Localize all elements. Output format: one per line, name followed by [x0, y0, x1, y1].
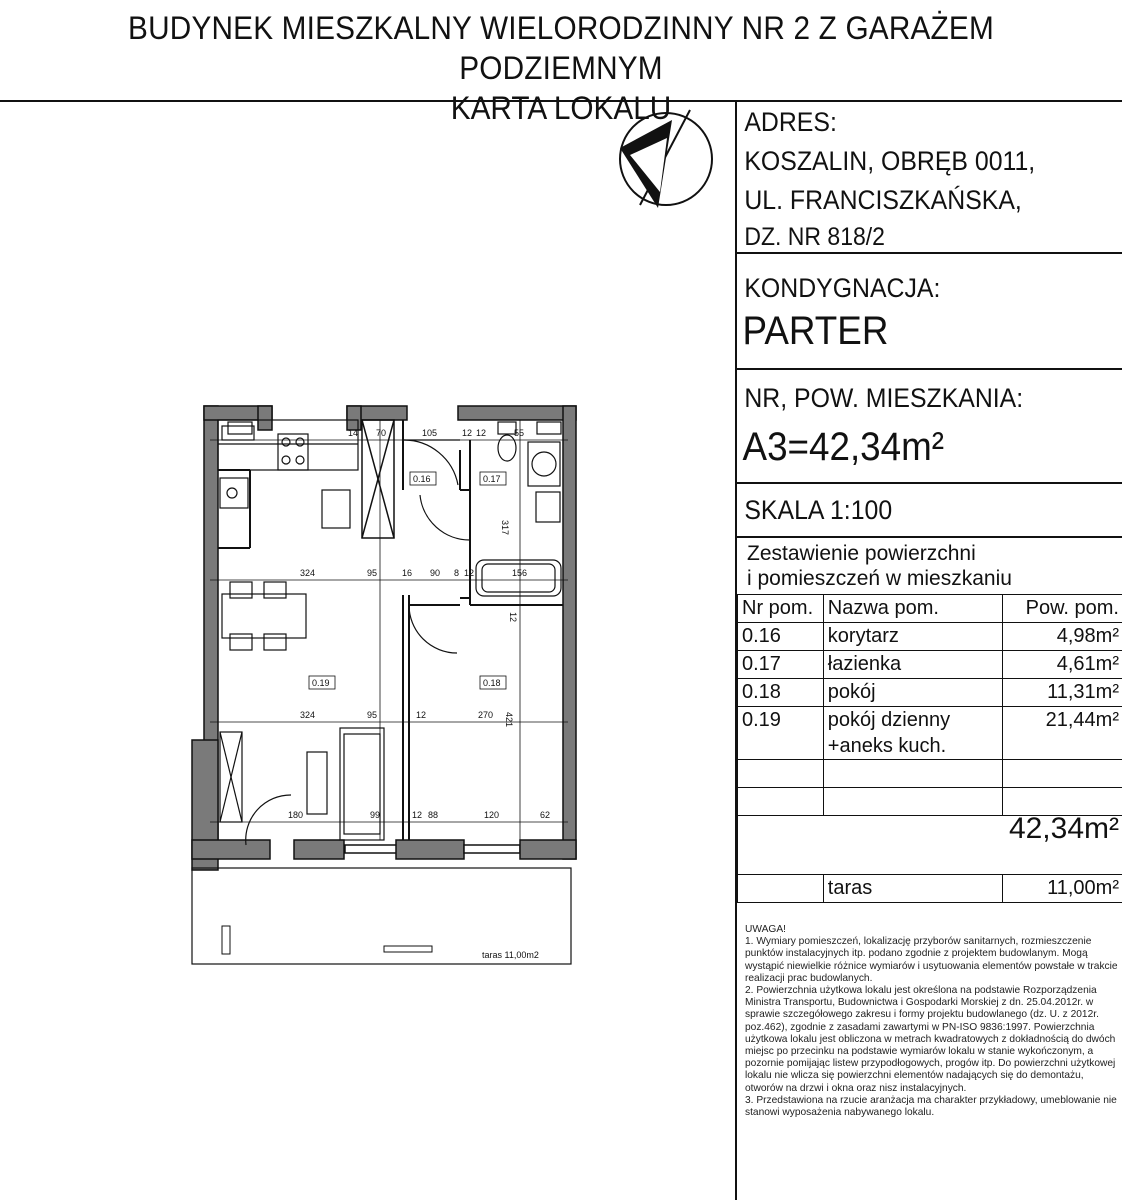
floor-section — [737, 254, 1122, 370]
terrace-label: taras 11,00m2 — [482, 950, 539, 960]
living-furniture — [220, 728, 384, 840]
address-line-3: DZ. NR 818/2 — [744, 223, 885, 251]
svg-text:156: 156 — [512, 568, 528, 578]
svg-text:421: 421 — [504, 712, 514, 728]
svg-text:95: 95 — [367, 568, 378, 578]
svg-text:70: 70 — [376, 428, 387, 438]
table-terrace-row: taras 11,00m² — [738, 875, 1122, 903]
table-row: 0.18 pokój 11,31m² — [738, 679, 1122, 707]
notes — [737, 918, 1122, 1200]
summary-title: Zestawienie powierzchni i pomieszczeń w mieszkaniu — [737, 538, 1122, 595]
table-total-row: 42,34m² — [738, 816, 1122, 875]
document-subtitle: KARTA LOKALU — [450, 90, 672, 126]
svg-text:324: 324 — [300, 568, 316, 578]
svg-text:180: 180 — [288, 810, 304, 820]
apartment-label: NR, POW. MIESZKANIA: — [744, 383, 1024, 413]
table-row: 0.17 łazienka 4,61m² — [738, 651, 1122, 679]
table-row-empty — [738, 760, 1122, 788]
room-tag-0.17: 0.17 — [483, 474, 501, 484]
svg-text:12: 12 — [464, 568, 475, 578]
address-label: ADRES: — [744, 107, 837, 137]
table-row: 0.16 korytarz 4,98m² — [738, 623, 1122, 651]
svg-text:95: 95 — [367, 710, 378, 720]
svg-text:12: 12 — [508, 612, 518, 623]
room-tag-0.18: 0.18 — [483, 678, 501, 688]
room-tag-0.19: 0.19 — [312, 678, 330, 688]
svg-text:12: 12 — [416, 710, 427, 720]
svg-text:62: 62 — [540, 810, 551, 820]
notes-title: UWAGA! — [745, 924, 786, 935]
note-1: 1. Wymiary pomieszczeń, lokalizację przyborów sanitarnych, rozmieszczenie punktów instalacyjnych itp. podano zgodnie z projektem budowlanym. Mogą wystąpić niewielkie różnice wymiarów i usytuowania elementów powstałe w trakcie realizacji prac budowlanych. — [745, 936, 1118, 984]
svg-text:105: 105 — [422, 428, 438, 438]
svg-text:88: 88 — [428, 810, 439, 820]
info-panel — [735, 100, 1122, 1200]
svg-text:120: 120 — [484, 810, 500, 820]
svg-text:99: 99 — [370, 810, 381, 820]
document-title: BUDYNEK MIESZKALNY WIELORODZINNY NR 2 Z GARAŻEM PODZIEMNYM — [128, 10, 994, 86]
scale-section — [737, 484, 1122, 538]
terrace — [192, 868, 571, 964]
kitchen-fixtures — [218, 420, 358, 528]
rooms-table-wrap — [737, 594, 1122, 899]
svg-text:55: 55 — [514, 428, 525, 438]
svg-text:324: 324 — [300, 710, 316, 720]
floor-label: KONDYGNACJA: — [744, 273, 941, 303]
floor-value: PARTER — [742, 309, 889, 353]
svg-text:270: 270 — [478, 710, 494, 720]
rooms-table — [737, 594, 1122, 903]
address-section — [737, 100, 1122, 254]
svg-text:8: 8 — [454, 568, 460, 578]
svg-text:12: 12 — [412, 810, 423, 820]
floor-plan — [0, 100, 735, 1200]
partitions — [218, 420, 563, 840]
apartment-value: A3=42,34m² — [742, 425, 945, 469]
svg-text:90: 90 — [430, 568, 441, 578]
address-line-2: UL. FRANCISZKAŃSKA, — [744, 185, 1022, 215]
room-tag-0.16: 0.16 — [413, 474, 431, 484]
table-header: Nr pom. Nazwa pom. Pow. pom. — [738, 595, 1122, 623]
doors — [246, 440, 470, 845]
svg-text:12: 12 — [462, 428, 473, 438]
note-2: 2. Powierzchnia użytkowa lokalu jest określona na podstawie Rozporządzenia Ministra Transportu, Budownictwa i Gospodarki Morskiej z dn. 25.04.2012r. w sprawie szczegółowego zakresu i formy projektu budowlanego (dz. U. z 2012r. poz.462), zgodnie z zasadami zawartymi w PN-ISO 9836:1997. Powierzchnia użytkowa lokalu jest obliczona w metrach kwadratowych z dokładnością do dwóch miejsc po przecinku na podstawie wymiarów lokalu w stanie wykończonym, a pozornie pomijając listew przypodłogowych, progów itp. Do powierzchni użytkowej lokalu nie wlicza się powierzchni elementów nadających się do demontażu, otworów na drzwi i okna oraz nisz instalacyjnych. — [745, 985, 1116, 1094]
dining-set — [222, 582, 306, 650]
svg-text:16: 16 — [402, 568, 413, 578]
svg-text:12: 12 — [476, 428, 487, 438]
svg-text:14: 14 — [348, 428, 359, 438]
table-row: 0.19 pokój dzienny +aneks kuch. 21,44m² — [738, 707, 1122, 760]
north-arrow-icon — [620, 110, 712, 208]
svg-text:317: 317 — [500, 520, 510, 536]
dimension-lines — [210, 420, 568, 840]
note-3: 3. Przedstawiona na rzucie aranżacja ma charakter przykładowy, umeblowanie nie stanowi wyposażenia nabywanego lokalu. — [745, 1094, 1117, 1119]
address-line-1: KOSZALIN, OBRĘB 0011, — [744, 146, 1036, 176]
scale-value: SKALA 1:100 — [744, 495, 893, 525]
apartment-section — [737, 370, 1122, 484]
